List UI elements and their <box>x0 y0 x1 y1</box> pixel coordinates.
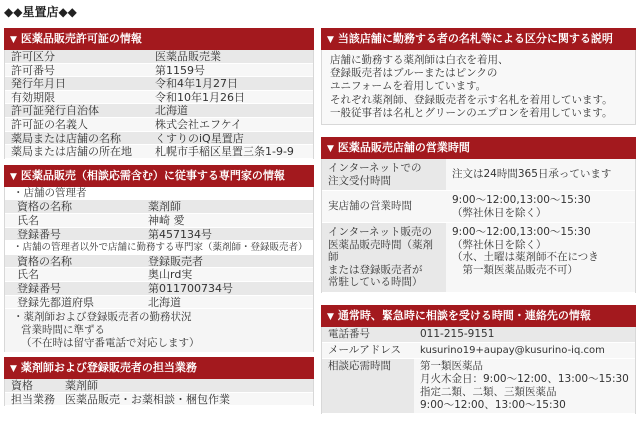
license-label: 有効期限 <box>11 90 55 104</box>
license-value: 札幌市手稲区星置三条1-9-9 <box>155 145 294 158</box>
triangle-down-icon: ▼ <box>327 311 334 322</box>
license-label: 薬局または店舗の名称 <box>11 131 121 145</box>
table-row <box>5 132 313 146</box>
staff-duties-header-text: 薬剤師および登録販売者の担当業務 <box>20 361 197 375</box>
specialist-label: 氏名 <box>17 268 39 281</box>
license-label: 発行年月日 <box>11 77 66 90</box>
table-row <box>322 359 635 414</box>
table-row <box>5 50 313 64</box>
left-column <box>4 28 314 406</box>
duty-value: 医薬品販売・お薬相談・梱包作業 <box>65 392 230 406</box>
table-row <box>322 343 635 359</box>
table-row <box>5 393 313 407</box>
hours-label <box>322 191 446 222</box>
license-label: 許可証の名義人 <box>11 117 88 131</box>
table-row <box>5 214 313 228</box>
consult-hours-label: 相談応需時間 <box>328 359 391 372</box>
table-row <box>5 91 313 105</box>
table-row <box>322 191 635 223</box>
specialist-value: 奥山rd実 <box>148 268 193 281</box>
table-row <box>5 282 313 296</box>
hours-label-line: 常駐している時間） <box>328 276 423 289</box>
hours-value-line: 第一類医薬品販売不可） <box>452 263 578 276</box>
duty-label: 資格 <box>11 379 33 392</box>
hours-label-line: インターネット販売の <box>328 226 433 239</box>
name-badge-text <box>321 50 636 125</box>
hours-value-line: （弊社休日を除く） <box>452 206 547 219</box>
table-row <box>5 296 313 310</box>
triangle-down-icon: ▼ <box>10 171 17 182</box>
phone-number: 011-215-9151 <box>420 327 495 340</box>
triangle-down-icon: ▼ <box>327 144 334 155</box>
license-value: 株式会社エフケイ <box>155 117 242 131</box>
specialist-label: 登録番号 <box>17 281 61 295</box>
license-label: 許可証発行自治体 <box>11 104 99 117</box>
table-row <box>322 223 635 293</box>
table-row <box>322 327 635 343</box>
contact-header-text: 通常時、緊急時に相談を受ける時間・連絡先の情報 <box>337 308 591 322</box>
consult-hours-value <box>414 359 635 413</box>
specialist-label: 資格の名称 <box>17 200 72 213</box>
name-badge-line: それぞれ薬剤師、登録販売者を示す名札を着用しています。 <box>330 93 613 106</box>
hours-table <box>321 159 636 293</box>
hours-header-text: 医薬品販売店舗の営業時間 <box>337 141 470 155</box>
specialist-label: 氏名 <box>17 213 39 227</box>
name-badge-line: 一般従事者は名札とグリーンのエプロンを着用しています。 <box>330 106 613 119</box>
name-badge-line: 店舗に勤務する薬剤師は白衣を着用、 <box>330 54 509 66</box>
specialists-section-header <box>4 165 314 187</box>
table-row <box>5 200 313 214</box>
hours-value <box>446 191 635 222</box>
specialist-label: 登録先都道府県 <box>17 295 94 309</box>
consult-line: 指定二類、二類、三類医薬品 <box>420 385 557 398</box>
hours-label-line: 注文受付時間 <box>328 174 391 187</box>
work-status-note <box>5 309 313 352</box>
email-address: kusurino19+aupay@kusurino-iq.com <box>420 344 605 356</box>
specialist-label: 登録番号 <box>17 227 61 241</box>
other-staff-subheading: ・店舗の管理者以外で店舗に勤務する専門家（薬剤師・登録販売者） <box>5 241 313 255</box>
license-value: 令和10年1月26日 <box>155 90 245 104</box>
hours-label-line: 医薬品販売時間（薬剤師 <box>328 238 433 264</box>
hours-label <box>322 159 446 190</box>
name-badge-header-text: 当該店舗に勤務する者の名札等による区分に関する説明 <box>337 32 613 45</box>
specialist-value: 神崎 愛 <box>148 213 185 227</box>
work-status-line: （不在時は留守番電話で対応します） <box>21 337 200 350</box>
hours-value-line: （弊社休日を除く） <box>452 238 547 251</box>
specialist-label: 資格の名称 <box>17 254 72 268</box>
hours-value-line: 9:00～12:00,13:00～15:30 <box>452 226 591 239</box>
name-badge-section-header <box>321 28 636 50</box>
hours-value <box>446 223 635 292</box>
specialist-value: 薬剤師 <box>148 200 181 213</box>
hours-label-line: 実店舗の営業時間 <box>328 200 412 213</box>
contact-table <box>321 327 636 414</box>
specialist-value: 第011700734号 <box>148 281 233 295</box>
page-title: ◆◆星置店◆◆ <box>4 5 77 19</box>
table-row <box>5 379 313 393</box>
table-row <box>5 228 313 242</box>
right-column <box>321 28 636 414</box>
table-row <box>5 255 313 269</box>
duty-label: 担当業務 <box>11 392 55 406</box>
manager-subheading: ・店舗の管理者 <box>5 187 313 201</box>
table-row <box>5 268 313 282</box>
hours-value-line: （水、土曜は薬剤師不在につき <box>452 251 599 264</box>
work-status-line: 営業時間に準ずる <box>21 324 105 337</box>
table-row <box>322 159 635 191</box>
specialist-value: 北海道 <box>148 295 181 309</box>
hours-value-line: 注文は24時間365日承っています <box>452 168 612 181</box>
table-row <box>5 118 313 132</box>
name-badge-line: ユニフォームを着用しています。 <box>330 80 487 93</box>
hours-value <box>446 159 635 190</box>
table-row <box>5 64 313 78</box>
contact-section-header <box>321 305 636 327</box>
consult-line: 9:00～12:00、13:00～15:30 <box>420 398 566 411</box>
specialist-value: 登録販売者 <box>148 254 203 268</box>
table-row <box>5 145 313 159</box>
staff-duties-section-header <box>4 357 314 379</box>
specialist-value: 第457134号 <box>148 227 212 241</box>
name-badge-line: 登録販売者はブルーまたはピンクの <box>330 67 498 80</box>
duty-value: 薬剤師 <box>65 379 98 392</box>
table-row <box>5 77 313 91</box>
license-label: 許可区分 <box>11 50 55 63</box>
hours-section-header <box>321 137 636 159</box>
email-label: メールアドレス <box>328 343 401 356</box>
phone-label: 電話番号 <box>328 327 370 340</box>
work-status-line: ・薬剤師および登録販売者の勤務状況 <box>13 311 192 324</box>
license-value: 第1159号 <box>155 63 205 77</box>
triangle-down-icon: ▼ <box>10 364 17 375</box>
license-label: 許可番号 <box>11 63 55 77</box>
license-table <box>4 50 314 159</box>
license-value: くすりのiQ星置店 <box>155 131 244 145</box>
license-value: 医薬品販売業 <box>155 50 221 63</box>
consult-line: 第一類医薬品 <box>420 359 483 372</box>
hours-label-line: または登録販売者が <box>328 263 423 276</box>
specialists-header-text: 医薬品販売（相談応需含む）に従事する専門家の情報 <box>20 168 285 182</box>
hours-label-line: インターネットでの <box>328 162 422 175</box>
license-header-text: 医薬品販売許可証の情報 <box>20 32 142 45</box>
staff-duties-table <box>4 379 314 406</box>
table-row <box>5 104 313 118</box>
license-label: 薬局または店舗の所在地 <box>11 145 132 158</box>
consult-line: 月火木金日：9:00～12:00、13:00～15:30 <box>420 372 629 385</box>
triangle-down-icon: ▼ <box>327 35 334 45</box>
license-value: 令和4年1月27日 <box>155 77 238 90</box>
hours-value-line: 9:00～12:00,13:00～15:30 <box>452 194 591 207</box>
triangle-down-icon: ▼ <box>10 35 17 45</box>
license-value: 北海道 <box>155 104 188 117</box>
specialists-table <box>4 187 314 352</box>
license-section-header <box>4 28 314 50</box>
hours-label <box>322 223 446 292</box>
